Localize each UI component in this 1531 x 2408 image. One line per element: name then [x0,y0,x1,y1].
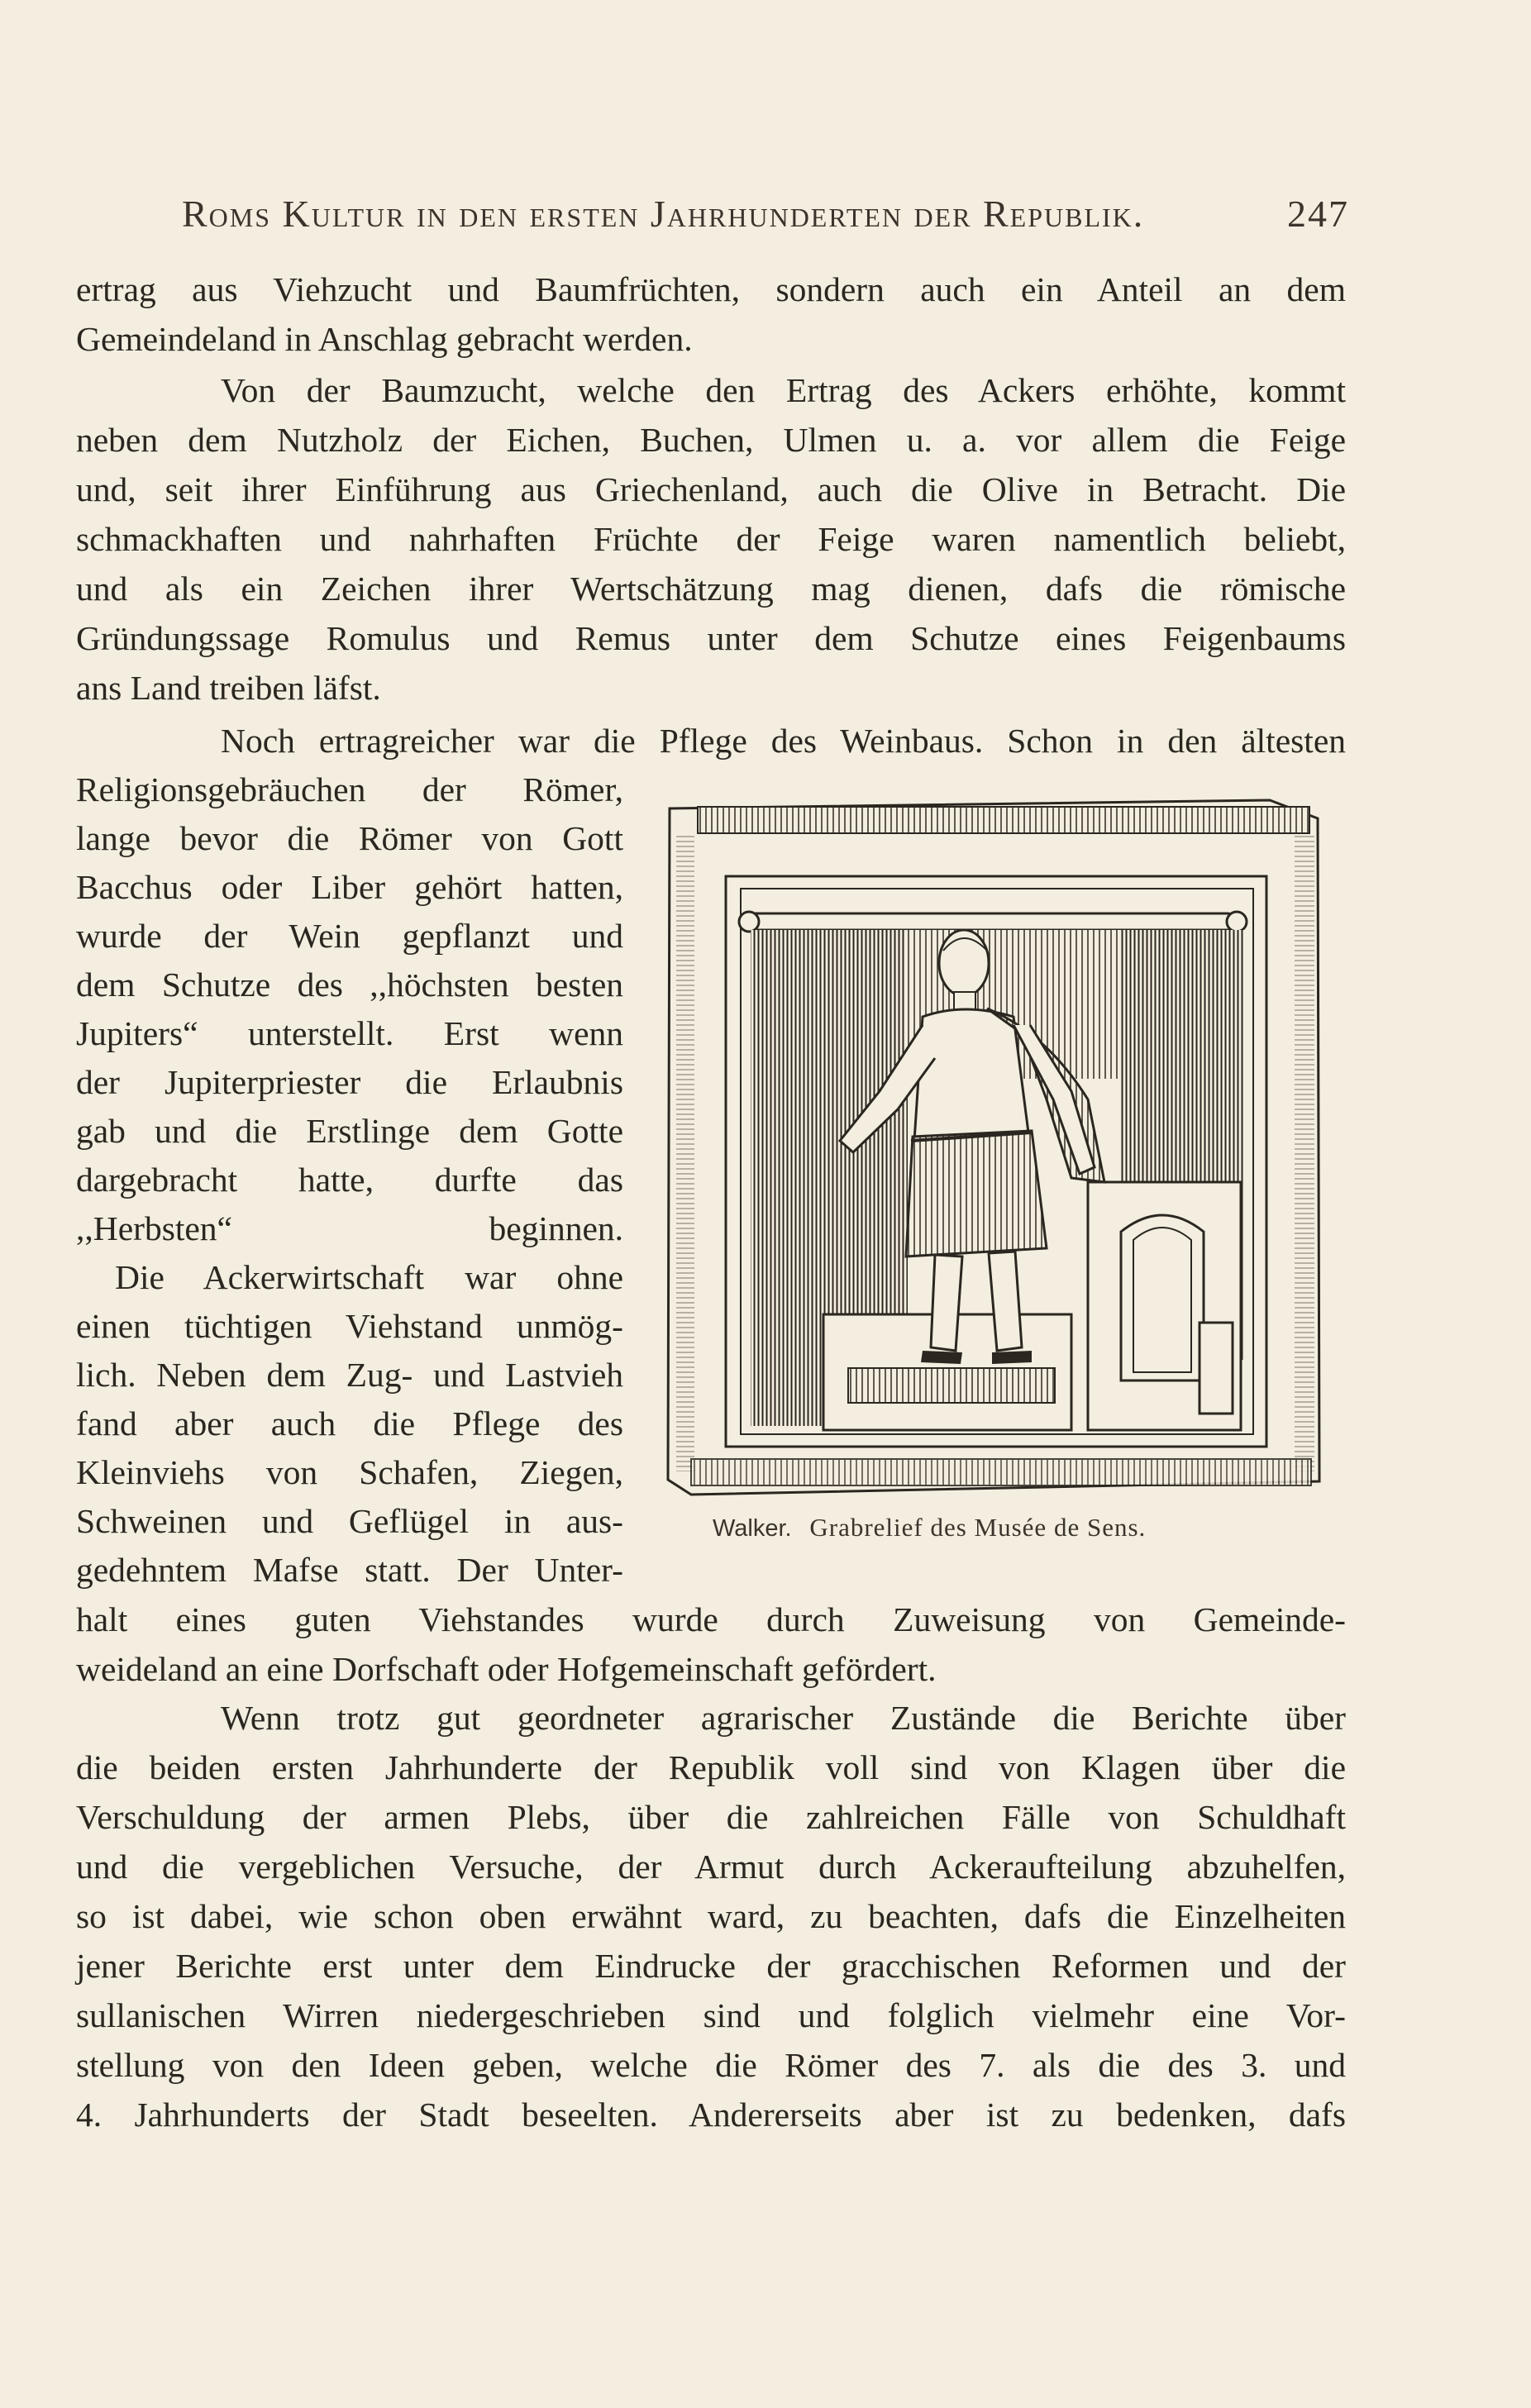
text-line: Von der Baumzucht, welche den Ertrag des Ackers erhöhte, kommt [221,371,1346,409]
text-line: weideland an eine Dorfschaft oder Hofgemeinschaft gefördert. [76,1650,937,1688]
text-line: sullanischen Wirren niedergeschrieben sind und folglich vielmehr eine Vor- [76,1996,1346,2034]
text-line: so ist dabei, wie schon oben erwähnt ward, zu beachten, dafs die Einzelheiten [76,1897,1346,1935]
text-line: gedehntem Mafse statt. Der Unter- [76,1551,623,1589]
page-number: 247 [1287,193,1349,235]
paragraph-4-continued [76,1595,1346,1694]
paragraph-5 [76,1693,1346,2139]
paragraph-3-first-line [76,716,1346,765]
text-line: schmackhaften und nahrhaften Früchte der Feige waren namentlich beliebt, [76,520,1346,558]
text-line: dem Schutze des ,,höchsten besten [76,966,623,1004]
text-line: Jupiters“ unterstellt. Erst wenn [76,1014,623,1052]
paragraph-2 [76,365,1346,713]
running-head [76,192,1349,250]
text-line: Wenn trotz gut geordneter agrarischer Zustände die Berichte über [221,1699,1346,1737]
text-line: und, seit ihrer Einführung aus Griechenland, auch die Olive in Betracht. Die [76,470,1346,508]
text-line: der Jupiterpriester die Erlaubnis [76,1063,623,1101]
text-line: Verschuldung der armen Plebs, über die zahlreichen Fälle von Schuldhaft [76,1798,1346,1836]
paragraph-3-column [76,765,623,1253]
caption-description: Grabrelief des Musée de Sens. [809,1513,1147,1542]
text-line: und als ein Zeichen ihrer Wertschätzung mag dienen, dafs die römische [76,570,1346,608]
paragraph-1 [76,265,1346,364]
text-line: jener Berichte erst unter dem Eindrucke der gracchischen Reformen und der [76,1947,1346,1985]
text-line: die beiden ersten Jahrhunderte der Republik voll sind von Klagen über die [76,1748,1346,1786]
text-line: und die vergeblichen Versuche, der Armut durch Ackeraufteilung abzuhelfen, [76,1848,1346,1886]
text-line: einen tüchtigen Viehstand unmög- [76,1307,623,1345]
text-line: ,,Herbsten“ beginnen. [76,1209,623,1247]
paragraph-4-column [76,1253,623,1595]
caption-author: Walker. [713,1515,792,1542]
text-line: Schweinen und Geflügel in aus- [76,1502,623,1540]
text-line: lich. Neben dem Zug- und Lastvieh [76,1356,623,1394]
relief-engraving [658,785,1324,1500]
figure-caption [713,1513,1341,1543]
text-line: fand aber auch die Pflege des [76,1404,623,1442]
text-line: Religionsgebräuchen der Römer, [76,770,623,808]
running-head-title: Roms Kultur in den ersten Jahrhunderten der Republik. [182,193,1145,235]
text-line: gab und die Erstlinge dem Gotte [76,1112,623,1150]
text-line: Noch ertragreicher war die Pflege des Weinbaus. Schon in den ältesten [221,722,1346,760]
text-line: halt eines guten Viehstandes wurde durch Zuweisung von Gemeinde- [76,1600,1346,1638]
text-line: Bacchus oder Liber gehört hatten, [76,868,623,906]
text-line: Gemeindeland in Anschlag gebracht werden. [76,320,693,358]
text-line: ans Land treiben läfst. [76,669,381,707]
text-line: lange bevor die Römer von Gott [76,819,623,857]
text-line: Die Ackerwirtschaft war ohne [115,1258,623,1296]
grave-relief-illustration [658,785,1324,1500]
text-line: ertrag aus Viehzucht und Baumfrüchten, sondern auch ein Anteil an dem [76,270,1346,308]
text-line: 4. Jahrhunderts der Stadt beseelten. Andererseits aber ist zu bedenken, dafs [76,2096,1346,2134]
text-line: wurde der Wein gepflanzt und [76,917,623,955]
text-line: neben dem Nutzholz der Eichen, Buchen, Ulmen u. a. vor allem die Feige [76,421,1346,459]
text-line: dargebracht hatte, durfte das [76,1161,623,1199]
text-line: stellung von den Ideen geben, welche die Römer des 7. als die des 3. und [76,2046,1346,2084]
text-line: Kleinviehs von Schafen, Ziegen, [76,1453,623,1491]
text-line: Gründungssage Romulus und Remus unter dem Schutze eines Feigenbaums [76,619,1346,657]
